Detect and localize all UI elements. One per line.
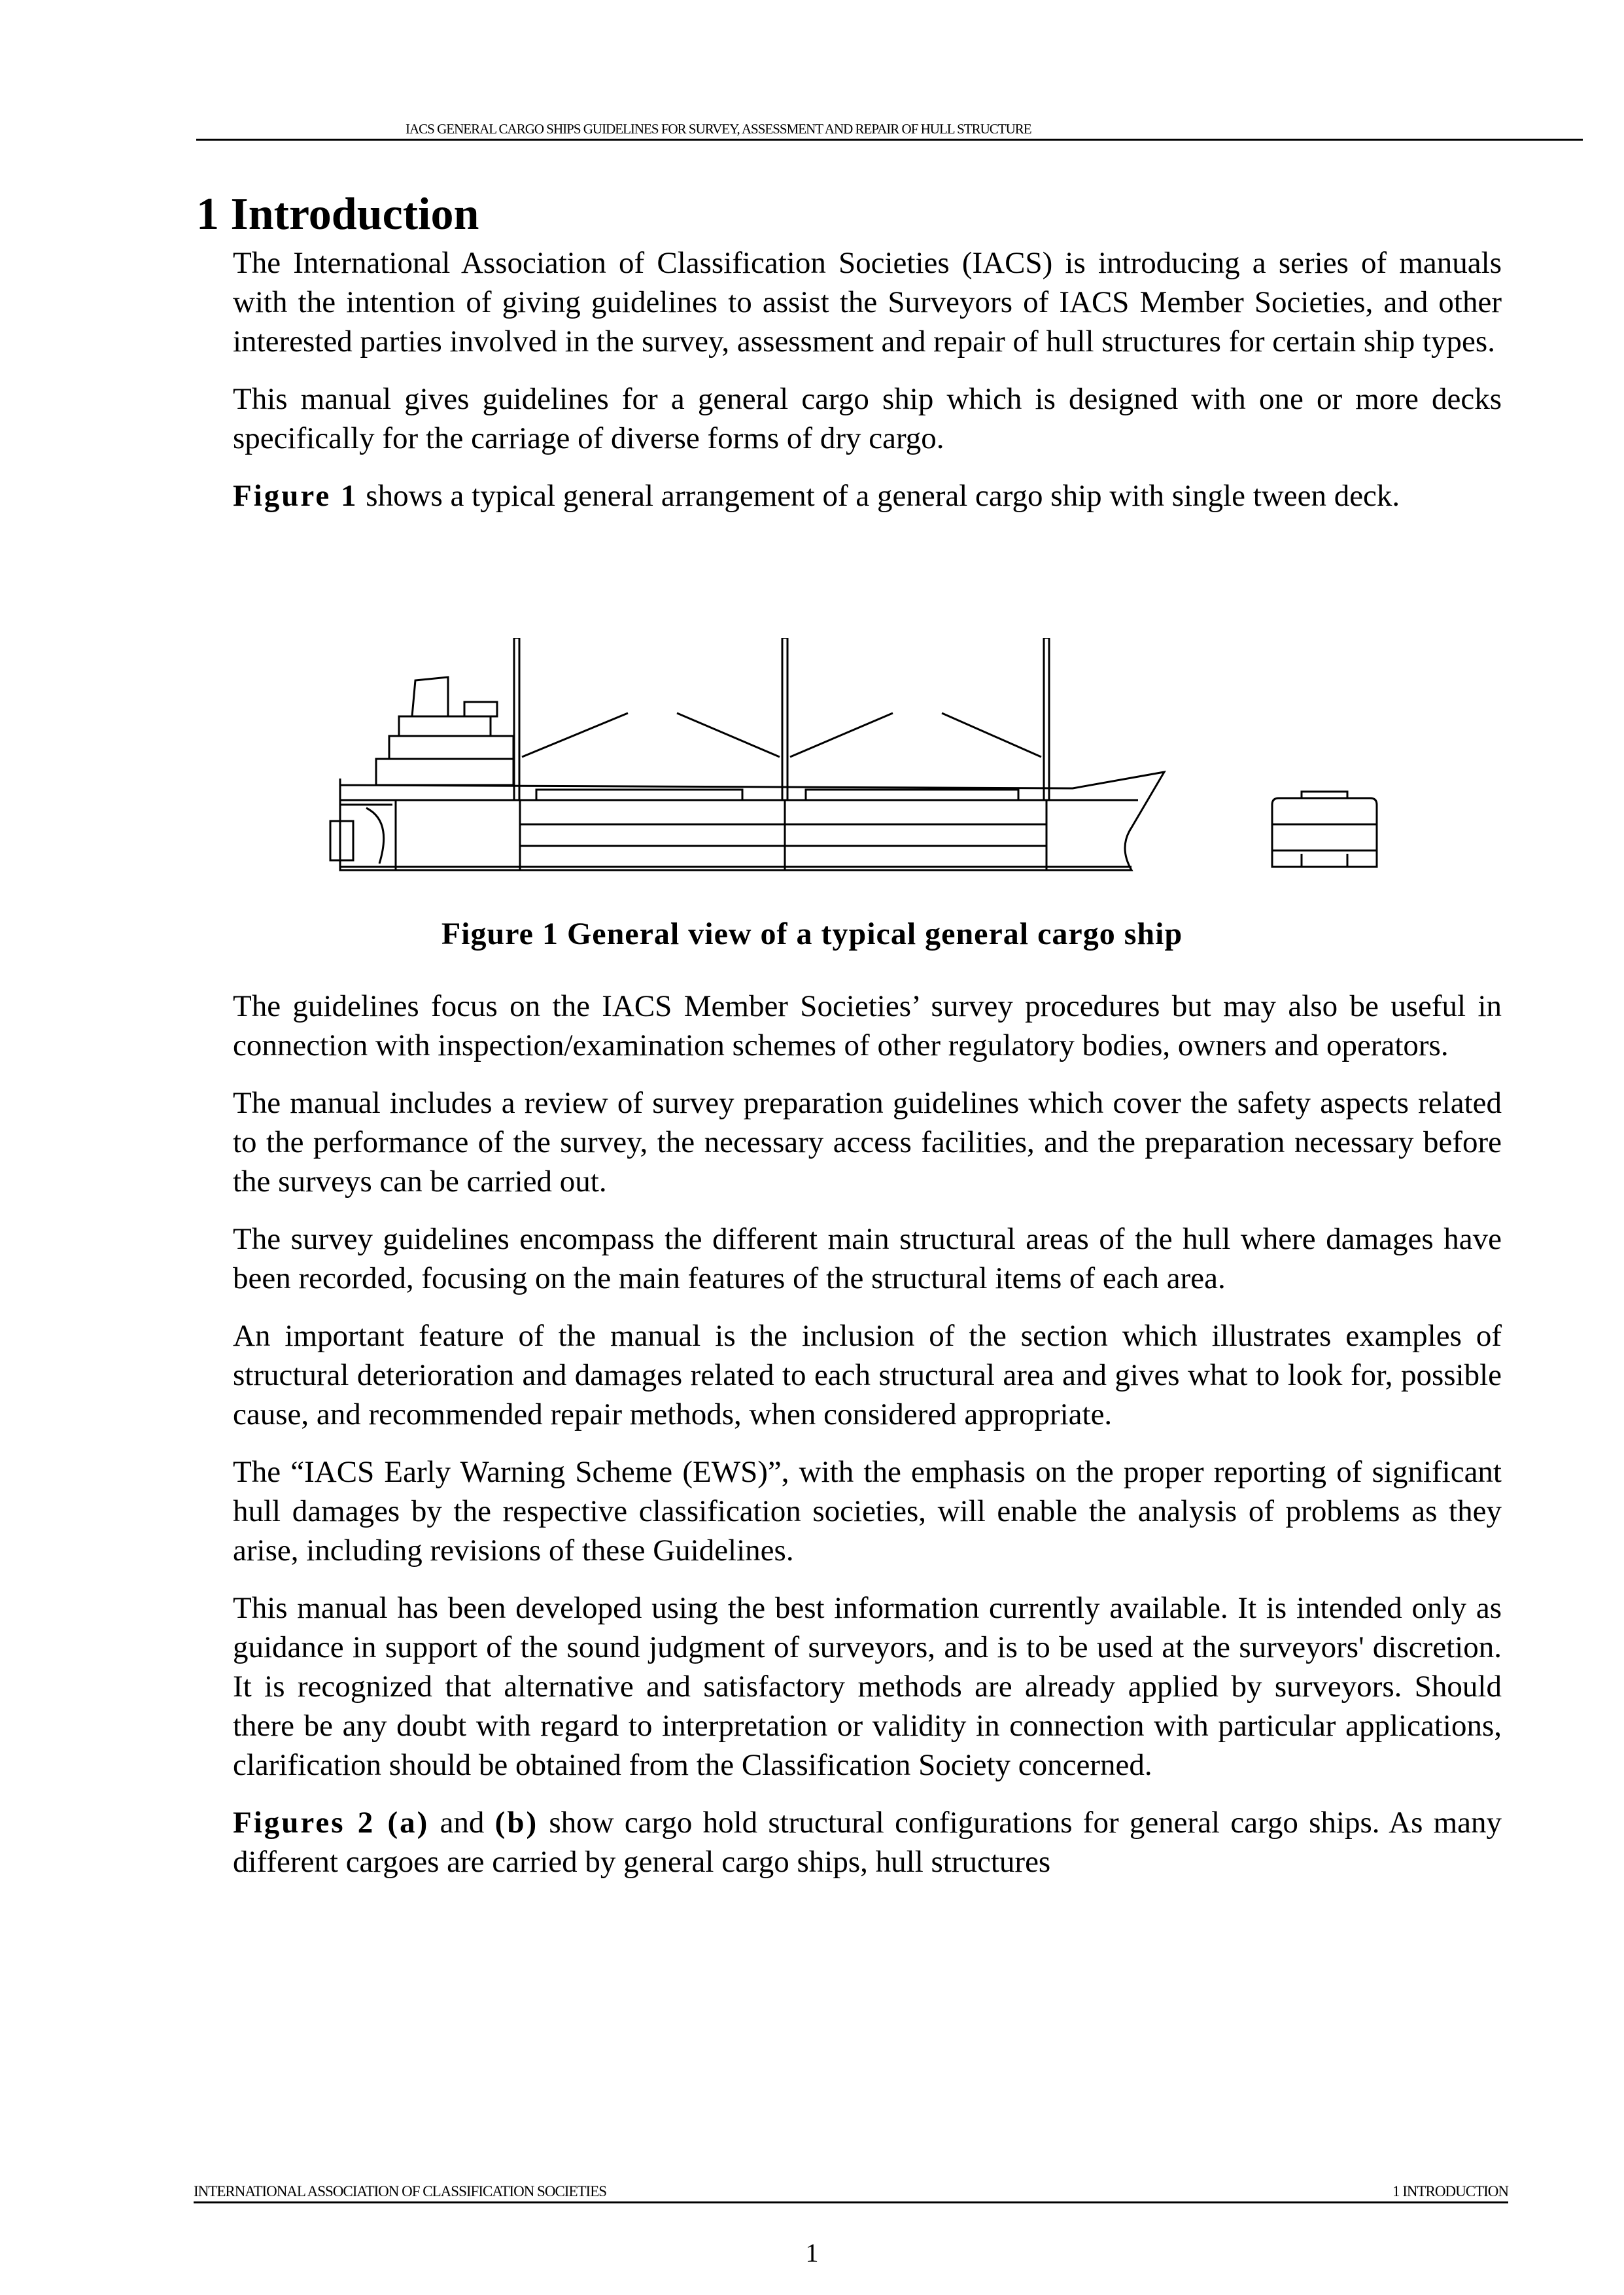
running-footer: [194, 2175, 1508, 2203]
paragraph-best-information: This manual has been developed using the best information currently available. It is intended only as guidance in support of the sound judgment of surveyors, and is to be used at the surveyors' discretion. It is recognized that alternative and satisfactory methods are already applied by surveyors. Should there be any doubt with regard to interpretation or validity in connection with particular applications, clarification should be obtained from the Classification Society concerned.: [233, 1591, 1502, 1782]
paragraph-survey-preparation: The manual includes a review of survey preparation guidelines which cover the safety aspects related to the performance of the survey, the necessary access facilities, and the preparation necessary before the surveys can be carried out.: [233, 1086, 1502, 1199]
rudder-curve: [366, 808, 384, 864]
running-header: [196, 118, 1583, 141]
intro-section-top: [233, 243, 1502, 534]
superstructure-tier-3: [399, 716, 491, 736]
ship-drawing: [314, 638, 1426, 886]
paragraph-early-warning: The “IACS Early Warning Scheme (EWS)”, with the emphasis on the proper reporting of significant hull damages by the respective classification societies, will enable the analysis of problems as they arise, including revisions of these Guidelines.: [233, 1455, 1502, 1568]
figure-1-caption: Figure 1 General view of a typical general cargo ship: [441, 917, 1183, 951]
superstructure-tier-2: [389, 736, 513, 759]
chapter-title: 1 Introduction: [196, 189, 479, 239]
footer-organization: INTERNATIONAL ASSOCIATION OF CLASSIFICATION SOCIETIES: [194, 2183, 607, 2199]
intro-section-bottom: [233, 987, 1502, 1900]
conjunction-text: and: [429, 1806, 495, 1840]
hull-outline: [340, 772, 1164, 870]
midship-hatch: [1302, 792, 1347, 798]
figure-reference-text: shows a typical general arrangement of a general cargo ship with single tween deck.: [358, 479, 1400, 513]
ship-figure: [314, 638, 1426, 886]
footer-section: 1 INTRODUCTION: [1392, 2183, 1508, 2199]
figure-2b-link[interactable]: (b): [494, 1806, 539, 1840]
paragraph-figures-2: [233, 1803, 1502, 1882]
page-number: 1: [805, 2238, 819, 2268]
paragraph-survey-guidelines: The survey guidelines encompass the different main structural areas of the hull where damages have been recorded, focusing on the main features of the structural items of each area.: [233, 1222, 1502, 1295]
header-text: IACS GENERAL CARGO SHIPS GUIDELINES FOR SURVEY, ASSESSMENT AND REPAIR OF HULL STRUCTURE: [406, 121, 1031, 137]
mast-aft: [514, 638, 519, 800]
derrick-4: [942, 713, 1041, 757]
figures-2-text: show cargo hold structural configurations for general cargo ships. As many different cargoes are carried by general cargo ships, hull structures: [233, 1806, 1502, 1879]
midship-section: [1272, 798, 1377, 867]
stern-detail: [330, 821, 353, 860]
figure-1-link[interactable]: Figure 1: [233, 479, 358, 513]
superstructure-tier-1: [376, 759, 513, 785]
paragraph-figure-reference: [233, 476, 1502, 516]
derrick-1: [522, 713, 628, 757]
bridge-deckhouse: [464, 702, 497, 716]
funnel: [412, 677, 448, 716]
paragraph-guidelines-focus: The guidelines focus on the IACS Member Societies’ survey procedures but may also be useful in connection with inspection/examination schemes of other regulatory bodies, owners and operators.: [233, 989, 1502, 1062]
derrick-2: [677, 713, 780, 757]
figure-2a-link[interactable]: Figures 2 (a): [233, 1806, 430, 1840]
derrick-3: [790, 713, 893, 757]
mast-mid: [782, 638, 787, 800]
paragraph-scope: This manual gives guidelines for a general cargo ship which is designed with one or more decks specifically for the carriage of diverse forms of dry cargo.: [233, 382, 1502, 455]
mast-fwd: [1044, 638, 1049, 800]
paragraph-intro: The International Association of Classification Societies (IACS) is introducing a series of manuals with the intention of giving guidelines to assist the Surveyors of IACS Member Societies, and other interested parties involved in the survey, assessment and repair of hull structures for certain ship types.: [233, 246, 1502, 359]
hatch-coaming-aft: [536, 790, 742, 800]
hatch-coaming-fwd: [806, 790, 1018, 800]
paragraph-important-feature: An important feature of the manual is the inclusion of the section which illustrates examples of structural deterioration and damages related to each structural area and gives what to look for, possible cause, and recommended repair methods, when considered appropriate.: [233, 1319, 1502, 1431]
